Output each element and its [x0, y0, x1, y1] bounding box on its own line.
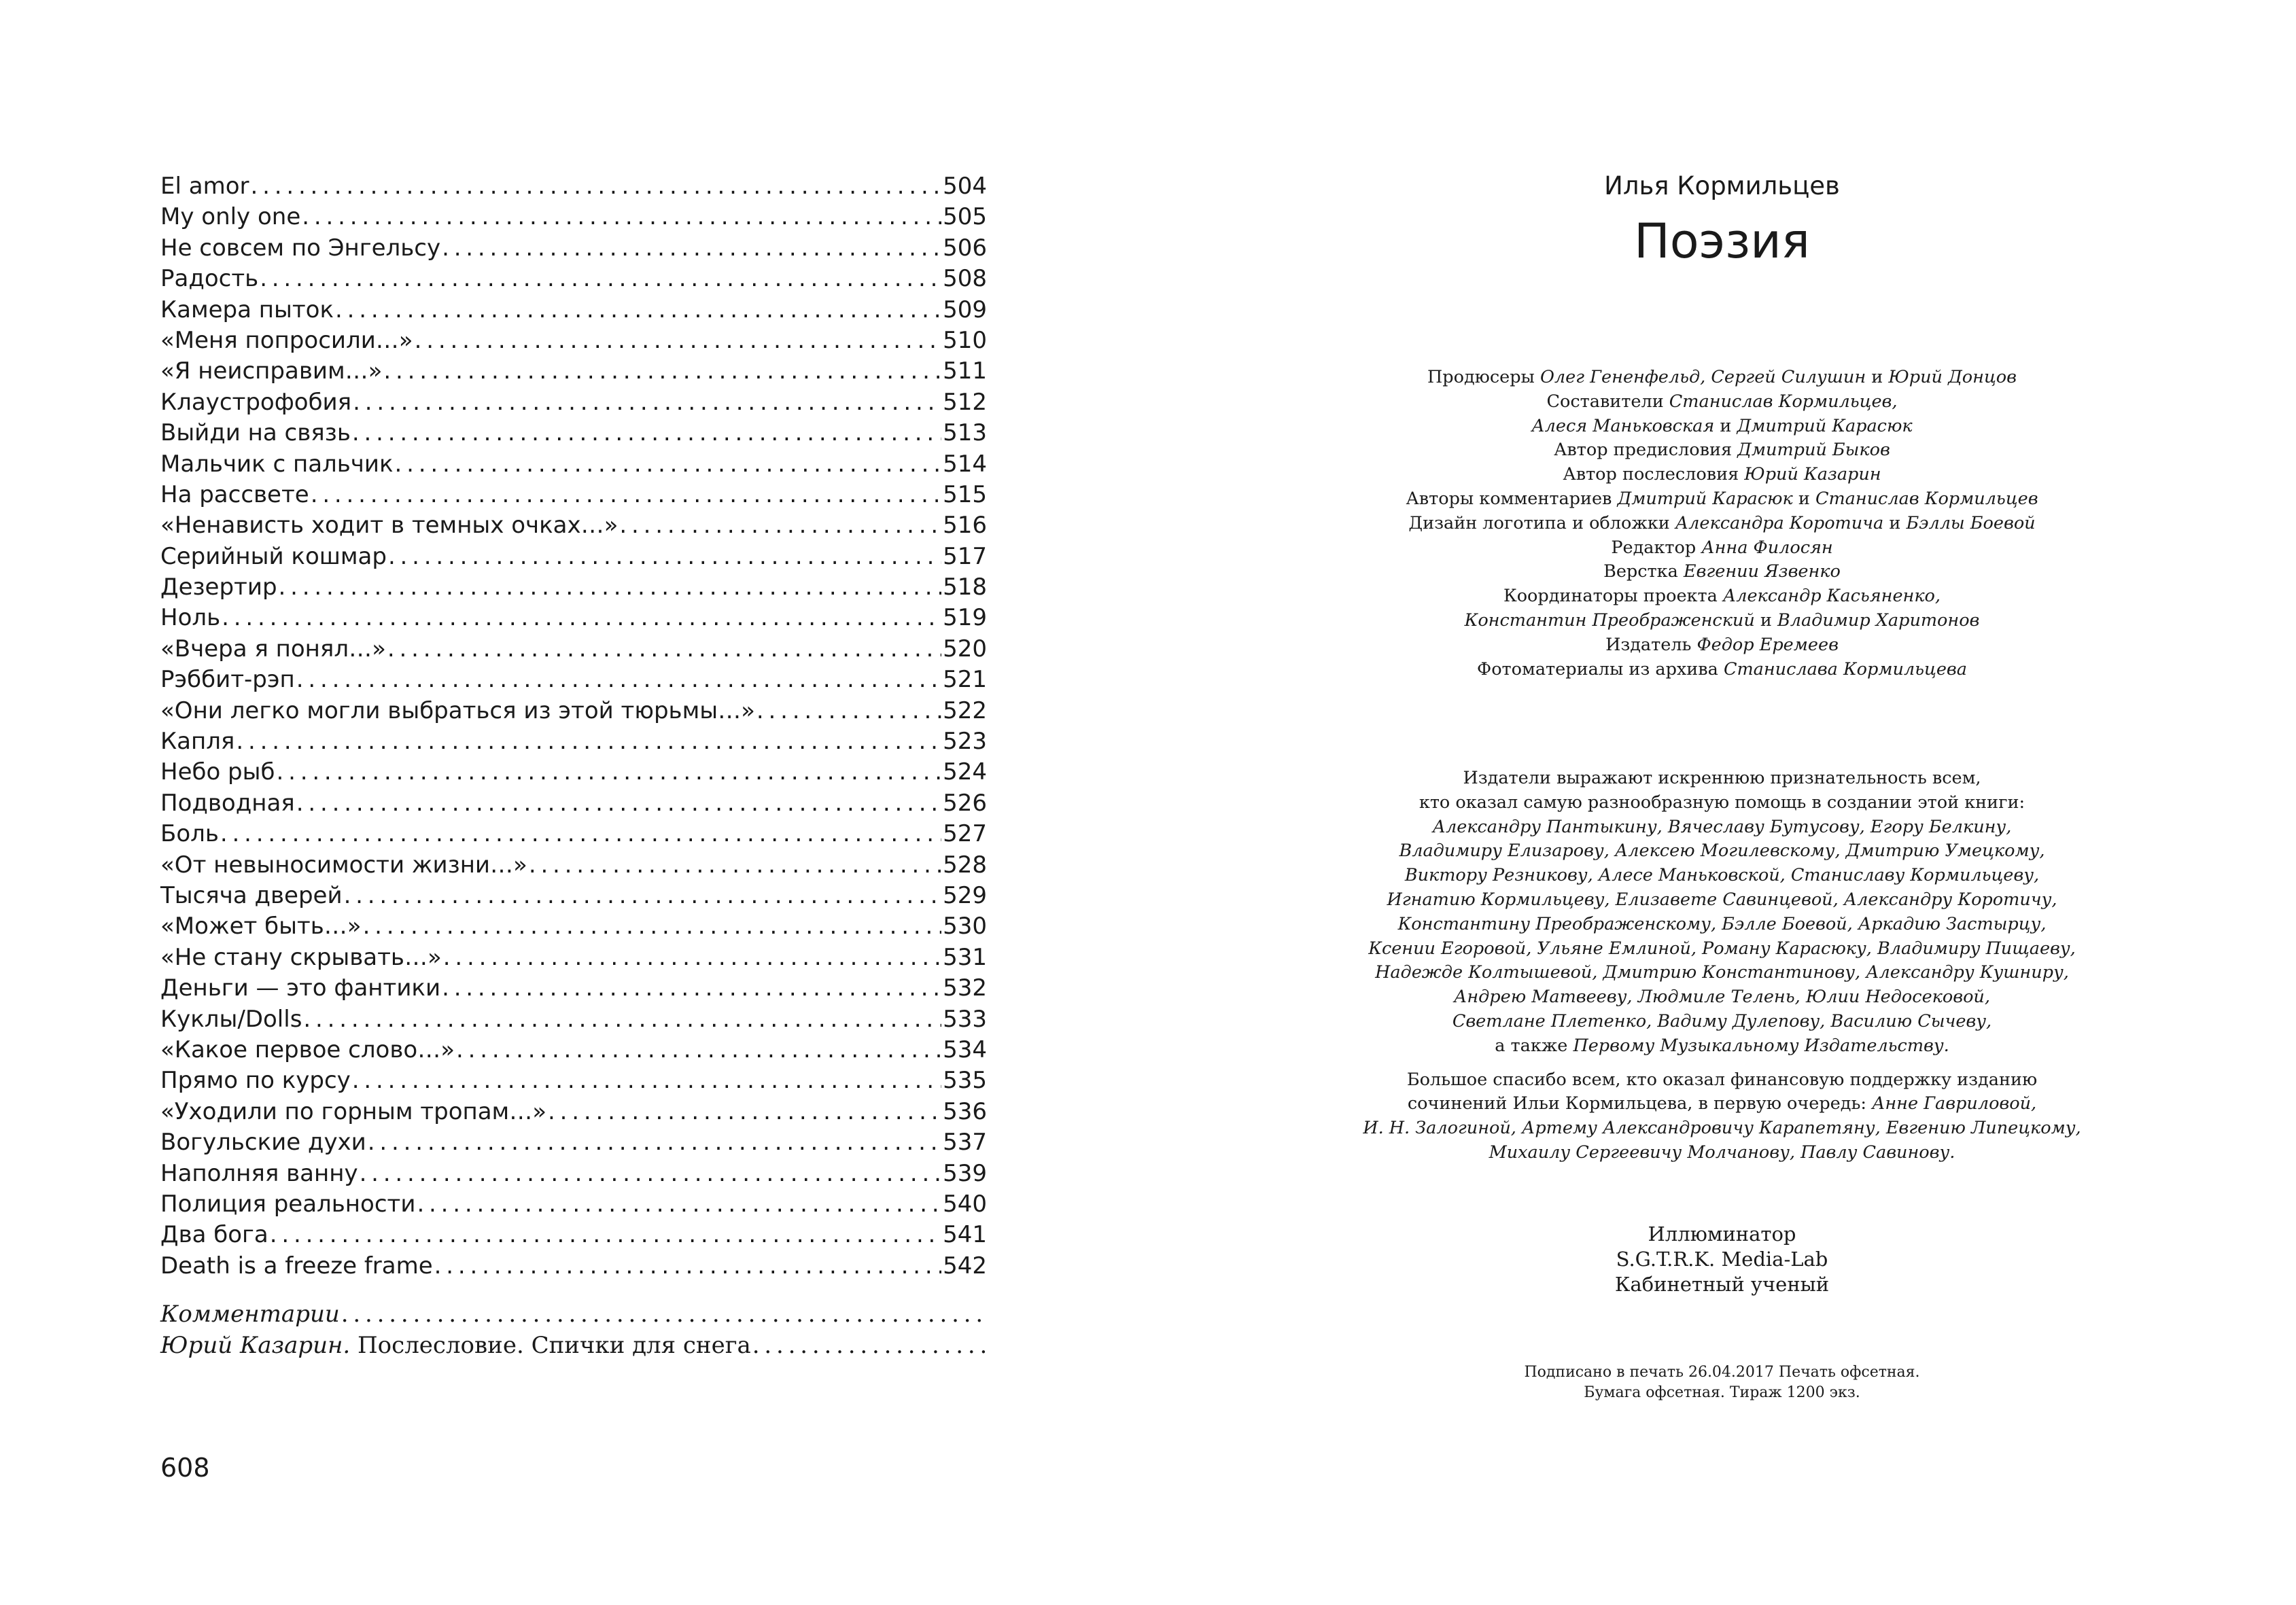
toc-page-number: 539	[943, 1159, 987, 1187]
toc-title: Клаустрофобия	[160, 388, 352, 416]
credit-line	[1148, 390, 2296, 415]
label-text: Авторы комментариев	[1406, 488, 1618, 509]
name-text: Светлане Плетенко, Вадиму Дулепову, Василию Сычеву,	[1452, 1010, 1992, 1031]
toc-title: El amor	[160, 173, 249, 200]
toc-leader-dots	[344, 881, 942, 911]
imprint-block	[1148, 1362, 2296, 1403]
name-text: Ксении Егоровой, Ульяне Емлиной, Роману Карасюку, Владимиру Пищаеву,	[1368, 938, 2076, 959]
label-text: Редактор	[1611, 537, 1702, 558]
acknowledgement-line	[1148, 913, 2296, 937]
toc-page-number: 540	[943, 1190, 987, 1218]
toc-leader-dots	[548, 1097, 941, 1127]
toc-row	[160, 1004, 987, 1035]
name-text: Константин Преображенский	[1464, 610, 1755, 631]
toc-page-number: 521	[943, 666, 987, 694]
credit-line	[1148, 633, 2296, 658]
toc-row	[160, 1189, 987, 1220]
toc-title: Мальчик с пальчик	[160, 450, 394, 478]
name-text: Константину Преображенскому, Бэлле Боевой, Аркадию Застырцу,	[1397, 913, 2047, 934]
toc-page-number: 513	[943, 419, 987, 447]
name-text: Александра Коротича	[1675, 512, 1884, 533]
toc-leader-dots	[442, 973, 941, 1004]
toc-page-number: 537	[943, 1129, 987, 1157]
acknowledgement-line	[1148, 791, 2296, 815]
toc-title: «Какое первое слово…»	[160, 1036, 455, 1063]
toc-leader-dots	[296, 788, 941, 819]
toc-row	[160, 819, 987, 849]
toc-title: «Может быть…»	[160, 913, 362, 940]
toc-title: Комментарии	[160, 1301, 340, 1328]
toc-title	[160, 1330, 751, 1361]
toc-page-number: 510	[943, 326, 987, 354]
sponsor-line	[1148, 1141, 2296, 1165]
toc-title: Death is a freeze frame	[160, 1252, 433, 1280]
name-text: Бэллы Боевой	[1906, 512, 2036, 533]
toc-row	[160, 510, 987, 541]
credit-line	[1148, 415, 2296, 439]
label-text: Автор предисловия	[1554, 440, 1738, 461]
acknowledgement-line	[1148, 864, 2296, 888]
toc-title: Куклы/Dolls	[160, 1005, 302, 1033]
sponsor-line	[1148, 1116, 2296, 1141]
toc-title: «Меня попросили…»	[160, 326, 413, 354]
name-text: Первому Музыкальному Издательству.	[1573, 1035, 1949, 1056]
toc-row	[160, 757, 987, 788]
acknowledgements-block	[1148, 766, 2296, 1165]
label-text: Дизайн логотипа и обложки	[1408, 512, 1675, 533]
toc-title: Полиция реальности	[160, 1190, 416, 1218]
toc-row	[160, 634, 987, 665]
toc-row	[160, 973, 987, 1004]
toc-page-number: 526	[943, 789, 987, 817]
toc-row	[160, 1220, 987, 1250]
illuminator-line: Кабинетный ученый	[1614, 1273, 1830, 1296]
acknowledgements-paragraph	[1148, 766, 2296, 1059]
toc-row	[160, 1035, 987, 1065]
name-text: И. Н. Залогиной, Артему Александровичу Карапетяну, Евгению Липецкому,	[1363, 1118, 2081, 1139]
name-text: Олег Гененфельд, Сергей Силушин	[1540, 367, 1866, 387]
toc-title: «От невыносимости жизни…»	[160, 851, 527, 879]
name-text: Игнатию Кормильцеву, Елизавете Савинцевой, Александру Коротичу,	[1387, 889, 2057, 910]
acknowledgement-line	[1148, 815, 2296, 840]
toc-row	[160, 202, 987, 232]
toc-page-number: 514	[943, 450, 987, 478]
toc-row	[160, 418, 987, 448]
toc-title: Рэббит-рэп	[160, 666, 295, 694]
toc-row	[160, 911, 987, 942]
toc-row	[160, 449, 987, 480]
label-text: Составители	[1546, 391, 1669, 412]
label-text: сочинений Ильи Кормильцева, в первую очередь:	[1407, 1093, 1873, 1114]
toc-page-number: 518	[943, 574, 987, 601]
toc-page-number: 504	[943, 173, 987, 200]
toc-leader-dots	[387, 634, 941, 665]
name-text: Владимиру Елизарову, Алексею Могилевскому, Дмитрию Умецкому,	[1399, 841, 2045, 862]
toc-appendix	[160, 1299, 987, 1361]
acknowledgement-line	[1148, 1034, 2296, 1059]
toc-row	[160, 480, 987, 510]
toc-leader-dots	[222, 603, 941, 633]
credit-line	[1148, 512, 2296, 536]
afterword-author: Юрий Казарин.	[160, 1332, 351, 1359]
toc-row	[160, 542, 987, 572]
name-text: Анне Гавриловой,	[1872, 1093, 2037, 1114]
toc-page-number: 542	[943, 1252, 987, 1280]
toc-page-number: 541	[943, 1221, 987, 1249]
toc-leader-dots	[529, 850, 941, 881]
toc-leader-dots	[395, 449, 942, 480]
label-text: Верстка	[1603, 561, 1684, 582]
acknowledgement-line	[1148, 766, 2296, 791]
toc-leader-dots	[311, 480, 941, 510]
afterword-title: Послесловие. Спички для снега	[358, 1332, 751, 1359]
name-text: Дмитрий Карасюк	[1737, 415, 1913, 436]
toc-row	[160, 356, 987, 387]
toc-leader-dots	[296, 665, 941, 695]
toc-title: Боль	[160, 820, 219, 848]
toc-row	[160, 325, 987, 356]
toc-title: «Они легко могли выбраться из этой тюрьмы…»	[160, 696, 755, 724]
name-text: Дмитрий Быков	[1737, 440, 1890, 461]
name-text: Александр Касьяненко,	[1722, 586, 1941, 607]
toc-title: «Не стану скрывать…»	[160, 943, 442, 971]
toc-title: «Вчера я понял…»	[160, 635, 386, 663]
toc-leader-dots	[388, 542, 941, 572]
toc-row	[160, 264, 987, 294]
toc-leader-dots	[619, 510, 941, 541]
toc-leader-dots	[415, 325, 941, 356]
toc-page-number: 530	[943, 913, 987, 940]
name-text: Дмитрий Карасюк	[1617, 488, 1793, 509]
credit-line	[1148, 487, 2296, 512]
label-text: и	[1754, 610, 1777, 631]
toc-page-number: 523	[943, 728, 987, 756]
toc-title: Радость	[160, 265, 259, 293]
toc-title: Деньги — это фантики	[160, 974, 441, 1002]
toc-leader-dots	[279, 572, 942, 603]
toc-leader-dots	[236, 726, 941, 757]
label-text: и	[1866, 367, 1889, 387]
credit-line	[1148, 536, 2296, 561]
toc-page-number: 509	[943, 296, 987, 323]
toc-row	[160, 572, 987, 603]
toc-page-number: 522	[943, 696, 987, 724]
toc-title: Камера пыток	[160, 296, 334, 323]
toc-leader-dots	[303, 1004, 941, 1035]
name-text: Федор Еремеев	[1697, 634, 1839, 655]
name-text: Станислав Кормильцев	[1815, 488, 2038, 509]
toc-page-number: 531	[943, 943, 987, 971]
toc-leader-dots	[368, 1127, 941, 1158]
acknowledgement-line	[1148, 937, 2296, 962]
imprint-line: Бумага офсетная. Тираж 1200 экз.	[1584, 1384, 1860, 1401]
label-text: кто оказал самую разнообразную помощь в создании этой книги:	[1419, 792, 2025, 813]
book-author: Илья Кормильцев	[1604, 171, 1840, 200]
toc-row	[160, 1251, 987, 1282]
sponsor-line	[1148, 1092, 2296, 1116]
label-text: Большое спасибо всем, кто оказал финансовую поддержку изданию	[1406, 1069, 2038, 1090]
toc-leader-dots	[220, 819, 941, 849]
label-text: Фотоматериалы из архива	[1477, 658, 1724, 680]
toc-page-number: 508	[943, 265, 987, 293]
acknowledgement-line	[1148, 961, 2296, 985]
name-text: Юрий Донцов	[1888, 367, 2017, 387]
acknowledgement-line	[1148, 839, 2296, 864]
toc-row	[160, 295, 987, 325]
toc-title: My only one	[160, 203, 301, 231]
toc-page-number: 534	[943, 1036, 987, 1063]
toc-leader-dots	[383, 356, 941, 387]
toc-leader-dots	[456, 1035, 941, 1065]
toc-page-number: 516	[943, 512, 987, 540]
name-text: Михаилу Сергеевичу Молчанову, Павлу Савинову.	[1489, 1142, 1955, 1163]
toc-leader-dots	[442, 233, 941, 264]
toc-leader-dots	[352, 418, 941, 448]
toc-row	[160, 603, 987, 633]
toc-row	[160, 233, 987, 264]
toc-leader-dots	[417, 1189, 941, 1220]
credit-line	[1148, 658, 2296, 682]
toc-title: Наполняя ванну	[160, 1159, 358, 1187]
name-text: Юрий Казарин	[1744, 464, 1881, 485]
name-text: Александру Пантыкину, Вячеславу Бутусову, Егору Белкину,	[1432, 816, 2012, 837]
toc-page-number: 517	[943, 542, 987, 570]
toc-row	[160, 1159, 987, 1189]
credits-block	[1148, 366, 2296, 682]
toc-title: Тысяча дверей	[160, 881, 343, 909]
toc-title: Капля	[160, 728, 235, 756]
label-text: и	[1883, 512, 1907, 533]
acknowledgement-line	[1148, 985, 2296, 1010]
toc-title: «Уходили по горным тропам…»	[160, 1097, 547, 1125]
toc-page-number: 505	[943, 203, 987, 231]
toc-page-number: 529	[943, 881, 987, 909]
toc-title: На рассвете	[160, 480, 309, 508]
credit-line	[1148, 366, 2296, 390]
name-text: Андрею Матвееву, Людмиле Телень, Юлии Недосековой,	[1454, 987, 1990, 1008]
toc-title: Серийный кошмар	[160, 542, 387, 570]
toc-page-number: 527	[943, 820, 987, 848]
toc-page-number: 533	[943, 1005, 987, 1033]
toc-row-commentary	[160, 1299, 987, 1330]
credit-line	[1148, 438, 2296, 463]
name-text: Виктору Резникову, Алесе Маньковской, Станиславу Кормильцеву,	[1404, 865, 2040, 886]
toc-row	[160, 942, 987, 973]
toc-row	[160, 1127, 987, 1158]
label-text: Координаторы проекта	[1503, 586, 1723, 607]
toc-row	[160, 726, 987, 757]
toc-leader-dots	[443, 942, 941, 973]
illuminator-block	[1148, 1222, 2296, 1297]
table-of-contents	[160, 171, 987, 1282]
toc-page-number: 532	[943, 974, 987, 1002]
sponsor-line	[1148, 1068, 2296, 1093]
sponsors-paragraph	[1148, 1068, 2296, 1165]
toc-row	[160, 788, 987, 819]
toc-leader-dots	[363, 911, 942, 942]
label-text: Издатели выражают искреннюю признательность всем,	[1463, 768, 1981, 788]
toc-row	[160, 696, 987, 726]
toc-leader-dots	[434, 1251, 941, 1282]
credit-line	[1148, 560, 2296, 584]
credit-line	[1148, 584, 2296, 609]
toc-page-number: 506	[943, 234, 987, 262]
toc-row	[160, 1065, 987, 1096]
toc-leader-dots	[270, 1220, 941, 1250]
toc-row-afterword	[160, 1330, 987, 1361]
toc-row	[160, 881, 987, 911]
toc-page-number: 511	[943, 357, 987, 385]
acknowledgement-line	[1148, 1010, 2296, 1034]
label-text: Продюсеры	[1427, 367, 1540, 387]
imprint-line: Подписано в печать 26.04.2017 Печать офсетная.	[1524, 1364, 1920, 1381]
toc-title: Подводная	[160, 789, 295, 817]
toc-page-number: 535	[943, 1067, 987, 1095]
toc-row	[160, 850, 987, 881]
label-text: а также	[1495, 1035, 1573, 1056]
toc-leader-dots	[250, 171, 941, 202]
toc-page-number: 536	[943, 1097, 987, 1125]
toc-leader-dots	[360, 1159, 942, 1189]
right-page	[1148, 0, 2296, 1605]
toc-title: Не совсем по Энгельсу	[160, 234, 441, 262]
toc-leader-dots	[302, 202, 941, 232]
toc-row	[160, 387, 987, 418]
toc-leader-dots	[341, 1299, 987, 1330]
toc-page-number: 519	[943, 604, 987, 632]
label-text: и	[1792, 488, 1815, 509]
toc-title: Небо рыб	[160, 758, 275, 786]
credit-line	[1148, 609, 2296, 633]
toc-page-number: 520	[943, 635, 987, 663]
toc-title: Дезертир	[160, 574, 277, 601]
toc-page-number: 524	[943, 758, 987, 786]
toc-title: Прямо по курсу	[160, 1067, 351, 1095]
toc-leader-dots	[352, 1065, 941, 1096]
toc-title: «Ненависть ходит в темных очках…»	[160, 512, 619, 540]
toc-leader-dots	[276, 757, 941, 788]
name-text: Евгении Язвенко	[1683, 561, 1841, 582]
name-text: Алеся Маньковская	[1531, 415, 1720, 436]
toc-page-number: 512	[943, 388, 987, 416]
acknowledgement-line	[1148, 888, 2296, 913]
toc-title: Вогульские духи	[160, 1129, 366, 1157]
name-text: Станислава Кормильцева	[1723, 658, 1967, 680]
label-text: и	[1720, 415, 1737, 436]
illuminator-label: Иллюминатор	[1648, 1222, 1796, 1246]
toc-page-number: 528	[943, 851, 987, 879]
toc-title: «Я неисправим…»	[160, 357, 383, 385]
name-text: Надежде Колтышевой, Дмитрию Константинову, Александру Кушниру,	[1375, 962, 2069, 983]
name-text: Станислав Кормильцев,	[1669, 391, 1898, 412]
label-text: Автор послесловия	[1563, 464, 1745, 485]
toc-leader-dots	[353, 387, 941, 418]
toc-leader-dots	[335, 295, 941, 325]
toc-title: Выйди на связь	[160, 419, 351, 447]
name-text: Владимир Харитонов	[1777, 610, 1980, 631]
toc-leader-dots	[756, 696, 941, 726]
toc-row	[160, 171, 987, 202]
toc-leader-dots	[752, 1330, 987, 1361]
illuminator-line: S.G.T.R.K. Media-Lab	[1616, 1248, 1828, 1271]
label-text: Издатель	[1605, 634, 1697, 655]
toc-title: Ноль	[160, 604, 221, 632]
toc-row	[160, 1097, 987, 1127]
page-number: 608	[160, 1453, 210, 1483]
toc-row	[160, 665, 987, 695]
toc-leader-dots	[260, 264, 941, 294]
toc-title: Два бога	[160, 1221, 268, 1249]
toc-page-number: 515	[943, 480, 987, 508]
book-title: Поэзия	[1634, 213, 1810, 269]
credit-line	[1148, 463, 2296, 487]
name-text: Анна Филосян	[1701, 537, 1833, 558]
